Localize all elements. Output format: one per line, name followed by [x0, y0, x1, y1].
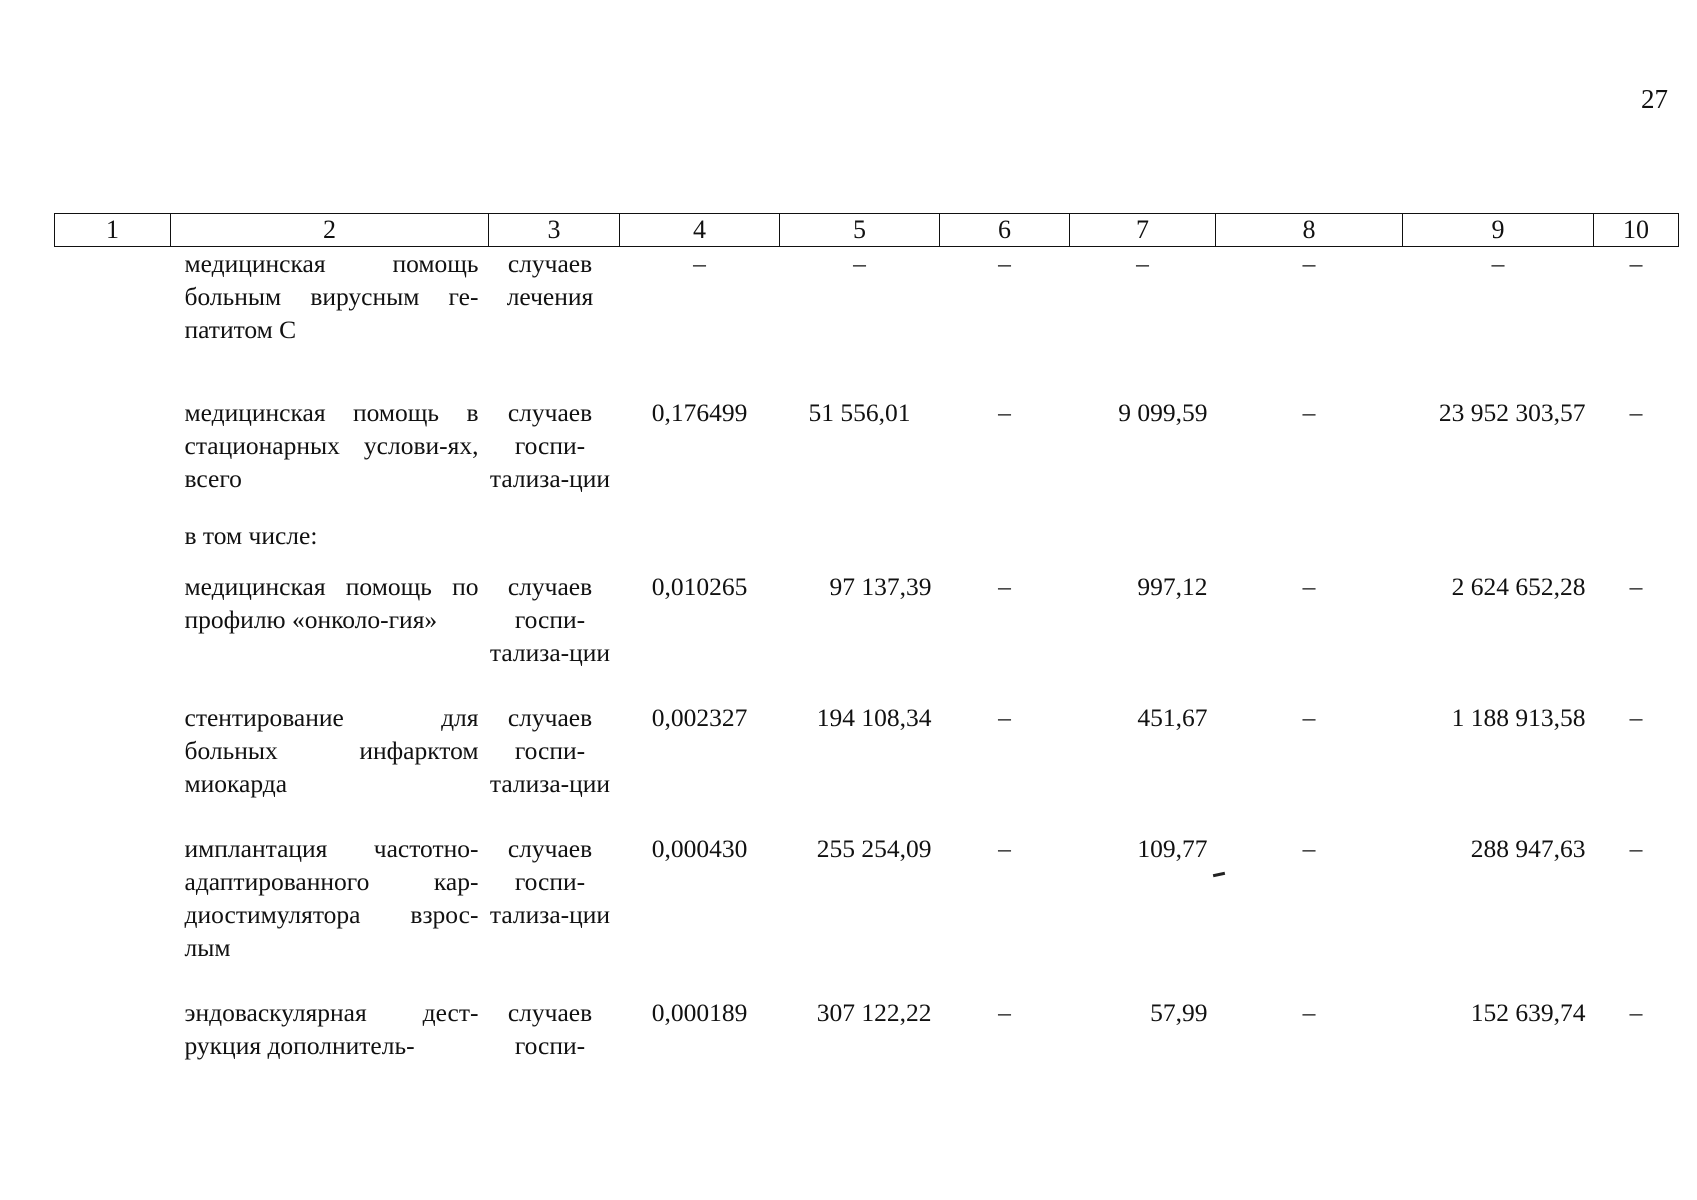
row-name: медицинская помощь по профилю «онколо-гия»: [184, 572, 479, 634]
column-number-row: [55, 214, 1679, 247]
row-name: имплантация частотно-адаптированного кар-диостимулятора взрос-лым: [184, 834, 479, 962]
table-row-subheading: [55, 519, 1679, 562]
cell-col4: 0,000430: [651, 834, 748, 863]
cell-col8: –: [1302, 703, 1316, 732]
cell-col9: 288 947,63: [1470, 834, 1586, 863]
cell-col4: 0,002327: [651, 703, 748, 732]
row-unit: случаев лечения: [506, 249, 594, 311]
cell-col7: 9 099,59: [1118, 398, 1208, 427]
cell-col7: 451,67: [1137, 703, 1208, 732]
table-row: [55, 988, 1679, 1062]
cell-col5: 307 122,22: [816, 998, 932, 1027]
cell-col10: –: [1629, 249, 1643, 278]
cell-col8: –: [1302, 834, 1316, 863]
row-unit: случаев госпи-тализа-ции: [489, 834, 611, 929]
cell-col8: –: [1302, 998, 1316, 1027]
cell-col6: –: [998, 998, 1011, 1027]
row-name: медицинская помощь в стационарных услови-ях, всего: [184, 398, 479, 493]
table-row: [55, 562, 1679, 693]
cell-col4: 0,176499: [651, 398, 748, 427]
column-header-1: 1: [55, 214, 171, 247]
data-table: [54, 213, 1679, 1062]
column-header-8: 8: [1216, 214, 1403, 247]
table-cell-col1: [55, 988, 171, 1062]
column-header-5: 5: [780, 214, 940, 247]
column-header-10: 10: [1594, 214, 1679, 247]
cell-col6: –: [998, 572, 1011, 601]
cell-col9: 23 952 303,57: [1438, 398, 1586, 427]
cell-col8: –: [1302, 398, 1316, 427]
cell-col4: 0,010265: [651, 572, 748, 601]
cell-col6: –: [998, 834, 1011, 863]
cell-col7: –: [1136, 249, 1149, 278]
cell-col5: 194 108,34: [816, 703, 932, 732]
cell-col5: 97 137,39: [829, 572, 932, 601]
cell-col5: –: [853, 249, 866, 278]
row-unit: случаев госпи-тализа-ции: [489, 703, 611, 798]
column-header-3: 3: [489, 214, 620, 247]
cell-col8: –: [1302, 572, 1316, 601]
column-header-9: 9: [1403, 214, 1594, 247]
cell-col5: 255 254,09: [816, 834, 932, 863]
cell-col10: –: [1629, 398, 1643, 427]
row-unit: случаев госпи-тализа-ции: [489, 398, 611, 493]
table-cell-col1: [55, 693, 171, 824]
cell-col6: –: [998, 398, 1011, 427]
column-header-2: 2: [171, 214, 489, 247]
row-unit: случаев госпи-: [507, 998, 593, 1060]
cell-col7: 57,99: [1150, 998, 1208, 1027]
row-unit: случаев госпи-тализа-ции: [489, 572, 611, 667]
cell-col4: 0,000189: [651, 998, 748, 1027]
cell-col9: 152 639,74: [1470, 998, 1586, 1027]
column-header-6: 6: [940, 214, 1070, 247]
table-cell-col1: [55, 247, 171, 389]
cell-col7: 997,12: [1137, 572, 1208, 601]
column-header-4: 4: [620, 214, 780, 247]
cell-col9: 2 624 652,28: [1451, 572, 1586, 601]
table-row: [55, 247, 1679, 389]
table-row: [55, 388, 1679, 519]
cell-col10: –: [1629, 703, 1643, 732]
row-name: медицинская помощь больным вирусным ге-патитом С: [184, 249, 479, 344]
cell-col10: –: [1629, 572, 1643, 601]
cell-col5: 51 556,01: [808, 398, 911, 427]
cell-col7: 109,77: [1137, 834, 1208, 863]
column-header-7: 7: [1070, 214, 1216, 247]
cell-col6: –: [998, 249, 1011, 278]
table-cell-col1: [55, 824, 171, 988]
table-cell-col1: [55, 388, 171, 519]
cell-col9: –: [1491, 249, 1505, 278]
table-cell-col1: [55, 519, 171, 562]
cell-col9: 1 188 913,58: [1451, 703, 1586, 732]
cell-col8: –: [1302, 249, 1316, 278]
cell-col4: –: [693, 249, 706, 278]
table-row: [55, 824, 1679, 988]
cell-col10: –: [1629, 834, 1643, 863]
table-cell-col1: [55, 562, 171, 693]
page-number: 27: [1641, 84, 1668, 114]
row-name: эндоваскулярная дест-рукция дополнитель-: [184, 998, 479, 1060]
table-row: [55, 693, 1679, 824]
row-subheading: в том числе:: [184, 521, 318, 550]
cell-col6: –: [998, 703, 1011, 732]
cell-col10: –: [1629, 998, 1643, 1027]
row-name: стентирование для больных инфарктом миокарда: [184, 703, 479, 798]
